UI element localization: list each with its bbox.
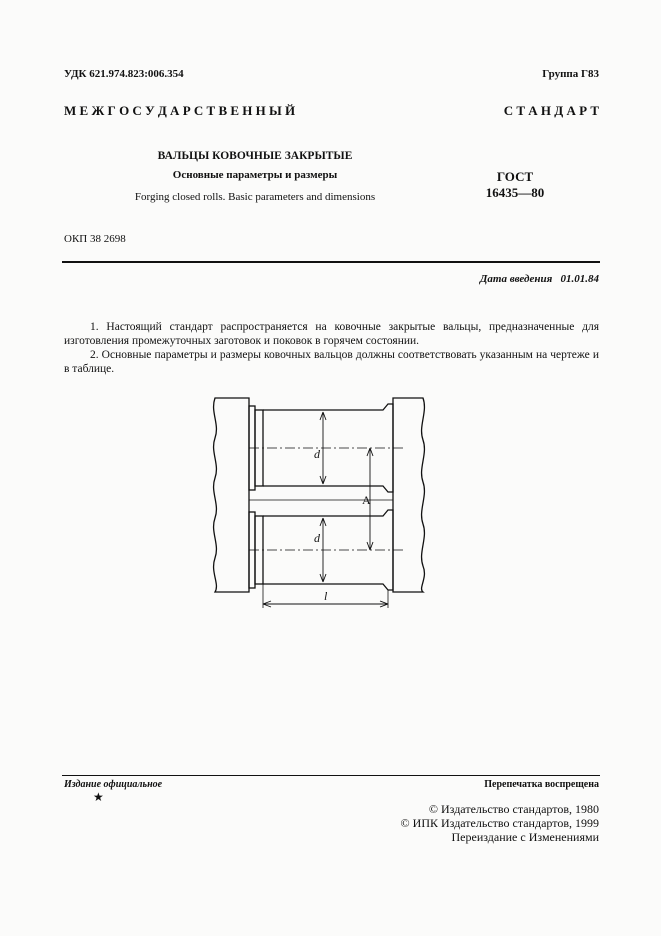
- okp-code: ОКП 38 2698: [64, 233, 126, 245]
- header-rule: [62, 261, 600, 263]
- reissue-note: Переиздание с Изменениями: [451, 830, 599, 844]
- label-d-bottom: d: [314, 531, 320, 545]
- edition-label: Издание официальное: [64, 779, 163, 790]
- standard-type-right: С Т А Н Д А Р Т: [503, 103, 599, 118]
- subtitle-ru: Основные параметры и размеры: [172, 169, 338, 181]
- left-housing-break: [214, 398, 249, 592]
- paragraph-2: 2. Основные параметры и размеры ковочных вальцов должны соответствовать указанным на чертеже и в таблице.: [64, 349, 599, 375]
- title-ru: ВАЛЬЦЫ КОВОЧНЫЕ ЗАКРЫТЫЕ: [157, 150, 353, 162]
- rolls-drawing: [210, 392, 430, 612]
- title-block: [120, 150, 390, 203]
- footer-rule: [62, 775, 600, 776]
- intro-date: [480, 273, 599, 285]
- gost-label: ГОСТ: [496, 169, 534, 184]
- star-mark: ★: [93, 790, 104, 804]
- intro-date-value: 01.01.84: [560, 273, 599, 285]
- gost-number: 16435—80: [485, 185, 545, 200]
- right-housing-break: [393, 398, 424, 592]
- paragraph-1: 1. Настоящий стандарт распространяется на ковочные закрытые вальцы, предназначенные для изготовления промежуточных заготовок и поковок в горячем состоянии.: [64, 321, 599, 347]
- reprint-notice: Перепечатка воспрещена: [484, 779, 599, 790]
- title-en: Forging closed rolls. Basic parameters and dimensions: [134, 191, 376, 203]
- gost-designation: [470, 169, 560, 201]
- group-code: Группа Г83: [542, 68, 599, 80]
- copyright-2: © ИПК Издательство стандартов, 1999: [400, 816, 599, 830]
- intro-date-label: Дата введения: [479, 273, 553, 285]
- udk-code: УДК 621.974.823:006.354: [64, 68, 184, 80]
- label-a: A: [362, 493, 371, 507]
- label-l: l: [324, 589, 328, 603]
- label-d-top: d: [314, 447, 320, 461]
- standard-type-left: М Е Ж Г О С У Д А Р С Т В Е Н Н Ы Й: [64, 103, 296, 118]
- body-text: [64, 320, 599, 376]
- copyright-block: [401, 802, 599, 844]
- copyright-1: © Издательство стандартов, 1980: [428, 802, 599, 816]
- standard-type-heading: [64, 103, 599, 119]
